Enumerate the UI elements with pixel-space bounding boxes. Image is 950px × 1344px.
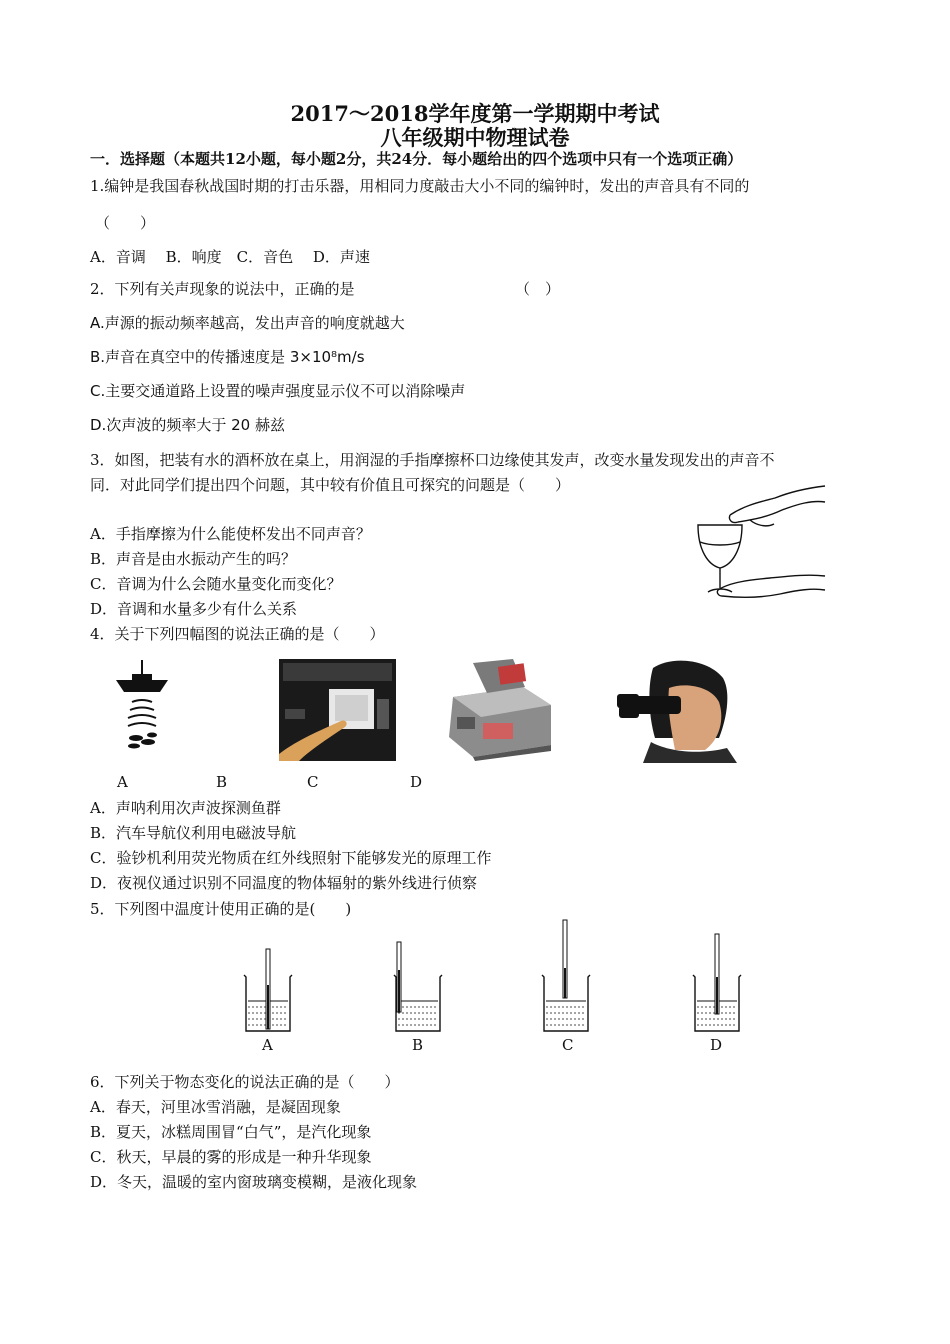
q4-figure-label-b: B [216, 773, 228, 791]
q4-figure-label-d: D [410, 773, 423, 791]
exam-title-line1: 2017～2018学年度第一学期期中考试 [290, 101, 660, 126]
q3-stem-line2: 同．对此同学们提出四个问题，其中较有价值且可探究的问题是（ ） [90, 476, 571, 494]
section-heading: 一．选择题（本题共12小题，每小题2分，共24分．每小题给出的四个选项中只有一个选项正确） [90, 150, 743, 168]
q2-option-c: C.主要交通道路上设置的噪声强度显示仪不可以消除噪声 [90, 382, 466, 400]
q6-stem: 6．下列关于物态变化的说法正确的是（ ） [90, 1073, 400, 1091]
q4-option-d: D．夜视仪通过识别不同温度的物体辐射的紫外线进行侦察 [90, 874, 478, 892]
q2-option-d: D.次声波的频率大于 20 赫兹 [90, 416, 285, 434]
wine-glass-hand-illustration [690, 480, 830, 605]
q4-option-c: C．验钞机利用荧光物质在红外线照射下能够发光的原理工作 [90, 849, 492, 867]
night-vision-figure [615, 658, 737, 763]
q5-figure-label-a: A [262, 1036, 273, 1054]
q4-figure-label-a: A [117, 773, 128, 791]
q4-option-a: A．声呐利用次声波探测鱼群 [90, 799, 281, 817]
q3-stem-line1: 3．如图，把装有水的酒杯放在桌上，用润湿的手指摩擦杯口边缘使其发声，改变水量发现发出的声音不 [90, 451, 775, 469]
beaker-thermometer-d [689, 932, 745, 1035]
q5-figure-label-d: D [710, 1036, 723, 1054]
q2-blank: （ ） [515, 280, 561, 298]
q4-figure-label-c: C [307, 773, 319, 791]
q4-stem: 4．关于下列四幅图的说法正确的是（ ） [90, 625, 385, 643]
beaker-thermometer-c [538, 918, 594, 1035]
q6-option-d: D．冬天，温暖的室内窗玻璃变模糊，是液化现象 [90, 1173, 418, 1191]
q1-stem: 1.编钟是我国春秋战国时期的打击乐器，用相同力度敲击大小不同的编钟时，发出的声音具有不同的 [90, 177, 750, 195]
exam-title-line2: 八年级期中物理试卷 [380, 125, 570, 150]
q3-option-b: B．声音是由水振动产生的吗？ [90, 550, 297, 568]
money-counter-figure [443, 657, 555, 761]
q1-blank: （ ） [95, 214, 156, 232]
q1-options: A．音调 B．响度 C．音色 D．声速 [90, 248, 370, 266]
car-navigation-figure [279, 659, 396, 761]
q5-figure-label-c: C [562, 1036, 574, 1054]
q5-stem: 5．下列图中温度计使用正确的是( ) [90, 900, 352, 918]
q4-option-b: B．汽车导航仪利用电磁波导航 [90, 824, 297, 842]
q6-option-c: C．秋天，早晨的雾的形成是一种升华现象 [90, 1148, 372, 1166]
sonar-ship-figure [110, 658, 175, 753]
q6-option-b: B．夏天，冰糕周围冒“白气”，是汽化现象 [90, 1123, 372, 1141]
q3-option-c: C．音调为什么会随水量变化而变化？ [90, 575, 342, 593]
q2-stem: 2．下列有关声现象的说法中，正确的是 [90, 280, 355, 298]
beaker-thermometer-b [390, 940, 446, 1035]
q3-option-a: A．手指摩擦为什么能使杯发出不同声音？ [90, 525, 371, 543]
q3-option-d: D．音调和水量多少有什么关系 [90, 600, 298, 618]
q2-option-b: B.声音在真空中的传播速度是 3×10⁸m/s [90, 348, 365, 366]
q6-option-a: A．春天，河里冰雪消融，是凝固现象 [90, 1098, 341, 1116]
q2-option-a: A.声源的振动频率越高，发出声音的响度就越大 [90, 314, 405, 332]
q5-figure-label-b: B [412, 1036, 424, 1054]
beaker-thermometer-a [240, 945, 296, 1035]
